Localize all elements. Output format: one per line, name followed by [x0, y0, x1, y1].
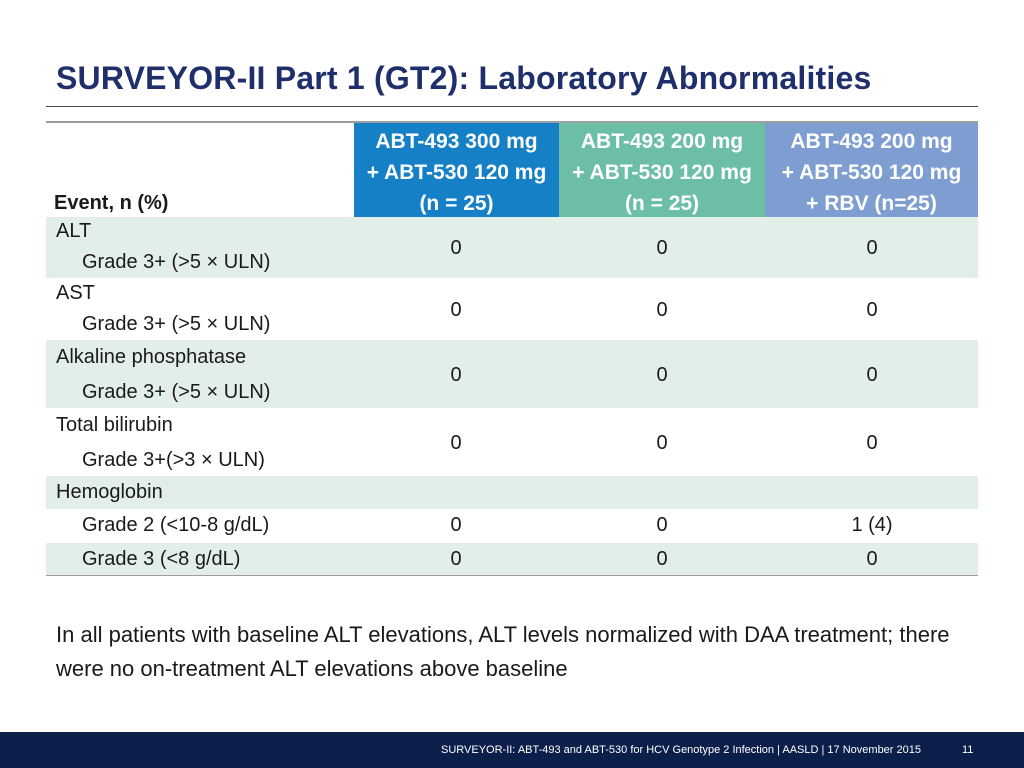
table-cell: 0	[866, 432, 878, 454]
table-row-hemoglobin	[46, 476, 978, 509]
footer-bar	[0, 732, 1024, 768]
column-header-line: ABT-493 300 mg	[375, 130, 538, 153]
row-sublabel: Grade 3+ (>5 × ULN)	[82, 251, 271, 273]
row-label: Total bilirubin	[56, 414, 173, 436]
column-header-abt493-200	[559, 123, 765, 217]
column-header-line: (n = 25)	[419, 192, 494, 215]
table-cell: 0	[656, 364, 668, 386]
table-cell: 0	[450, 364, 462, 386]
table-cell: 0	[656, 514, 668, 536]
footnote-text: In all patients with baseline ALT elevations, ALT levels normalized with DAA treatment; there were no on-treatment ALT elevations above baseline	[56, 622, 950, 681]
table-cell: 1 (4)	[851, 514, 893, 536]
table-cell: 0	[656, 432, 668, 454]
table-cell: 0	[450, 299, 462, 321]
table-cell: 0	[656, 299, 668, 321]
column-header-line: ABT-493 200 mg	[580, 130, 744, 153]
column-header-line: ABT-493 200 mg	[790, 130, 953, 153]
row-sublabel: Grade 3 (<8 g/dL)	[82, 548, 241, 570]
table-row-ast	[46, 278, 978, 340]
table-header	[46, 121, 978, 217]
row-label: ALT	[56, 220, 92, 242]
table-cell: 0	[866, 364, 878, 386]
table-bottom-rule	[46, 575, 978, 576]
table-cell: 0	[656, 237, 668, 259]
row-sublabel: Grade 3+(>3 × ULN)	[82, 449, 265, 471]
column-header-line: (n = 25)	[624, 192, 700, 215]
column-header-line: + ABT-530 120 mg	[781, 161, 962, 184]
table-cell: 0	[656, 548, 668, 570]
lab-abnormalities-table	[46, 121, 978, 576]
row-label: Alkaline phosphatase	[56, 346, 247, 368]
event-column-header: Event, n (%)	[54, 192, 169, 214]
footer-text: SURVEYOR-II: ABT-493 and ABT-530 for HCV Genotype 2 Infection | AASLD | 17 November 2015	[441, 744, 921, 756]
table-row-hemoglobin-grade-2	[46, 509, 978, 543]
row-sublabel: Grade 2 (<10-8 g/dL)	[82, 514, 270, 536]
column-header-line: + RBV (n=25)	[806, 192, 937, 215]
row-sublabel: Grade 3+ (>5 × ULN)	[82, 381, 271, 403]
table-cell: 0	[866, 299, 878, 321]
title-divider	[46, 106, 978, 107]
table-cell: 0	[866, 548, 878, 570]
page-number: 11	[962, 744, 974, 756]
table-cell: 0	[450, 548, 462, 570]
table-cell: 0	[866, 237, 878, 259]
table-row-hemoglobin-grade-3	[46, 543, 978, 575]
column-header-abt493-300	[354, 123, 559, 217]
row-label: Hemoglobin	[56, 481, 163, 503]
table-row-total-bilirubin	[46, 408, 978, 476]
table-cell: 0	[450, 514, 462, 536]
table-cell: 0	[450, 432, 462, 454]
row-sublabel: Grade 3+ (>5 × ULN)	[82, 313, 271, 335]
row-label: AST	[56, 282, 95, 304]
slide-title: SURVEYOR-II Part 1 (GT2): Laboratory Abnormalities	[56, 60, 872, 96]
table-row-alkaline-phosphatase	[46, 340, 978, 408]
table-cell: 0	[450, 237, 462, 259]
column-header-line: + ABT-530 120 mg	[366, 161, 547, 184]
column-header-line: + ABT-530 120 mg	[572, 161, 752, 184]
column-header-abt493-200-rbv	[765, 123, 978, 217]
table-row-alt	[46, 217, 978, 278]
